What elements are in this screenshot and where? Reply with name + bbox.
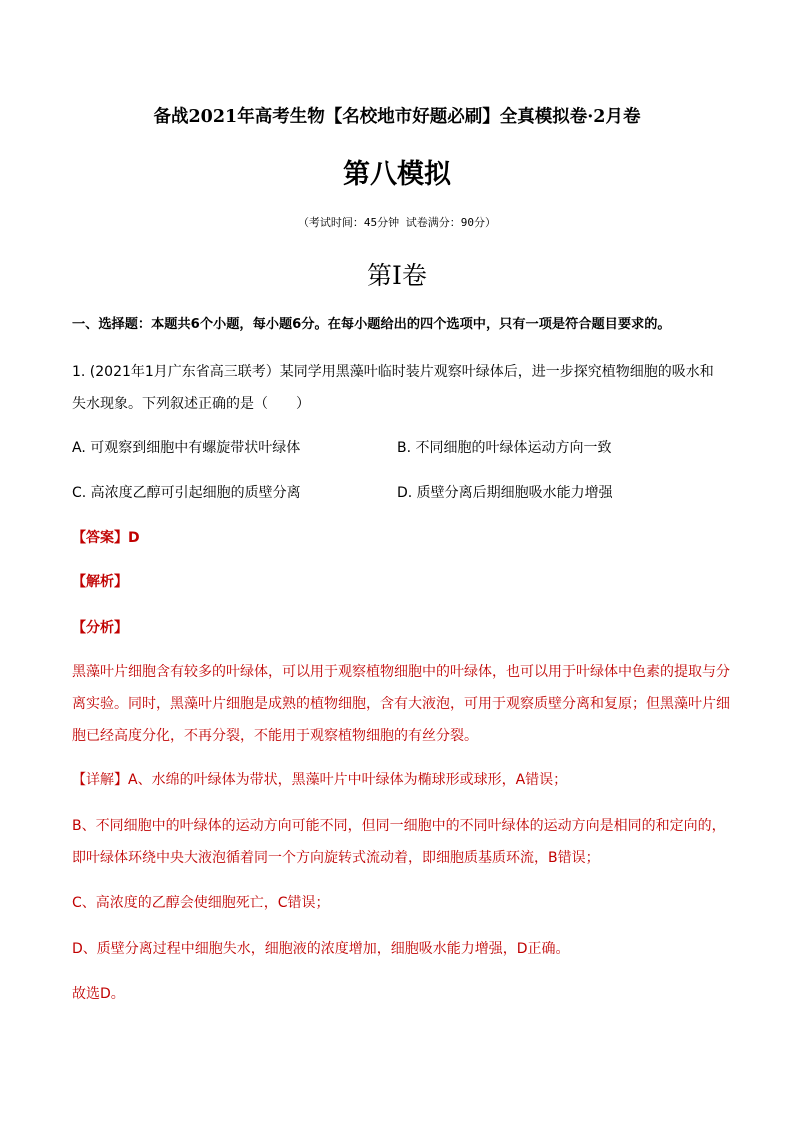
analysis-label: 【解析】 bbox=[72, 574, 128, 590]
option-b: B. 不同细胞的叶绿体运动方向一致 bbox=[397, 440, 612, 456]
answer-label: 【答案】D bbox=[72, 530, 140, 546]
volume-heading: 第Ⅰ卷 bbox=[367, 261, 427, 290]
option-d: D. 质壁分离后期细胞吸水能力增强 bbox=[397, 485, 613, 501]
detail-c: C、高浓度的乙醇会使细胞死亡，C错误； bbox=[72, 895, 330, 911]
detail-d: D、质壁分离过程中细胞失水，细胞液的浓度增加，细胞吸水能力增强，D正确。 bbox=[72, 941, 570, 957]
question-stem: 1. (2021年1月广东省高三联考）某同学用黑藻叶临时装片观察叶绿体后，进一步探究植物细胞的吸水和失水现象。下列叙述正确的是（ ） bbox=[72, 364, 714, 412]
detail-b: B、不同细胞中的叶绿体的运动方向可能不同，但同一细胞中的不同叶绿体的运动方向是相同的和定向的，即叶绿体环绕中央大液泡循着同一个方向旋转式流动着，即细胞质基质环流，B错误； bbox=[72, 818, 726, 866]
option-a: A. 可观察到细胞中有螺旋带状叶绿体 bbox=[72, 440, 301, 456]
detail-a-text: A、水绵的叶绿体为带状，黑藻叶片中叶绿体为椭球形或球形，A错误； bbox=[128, 772, 568, 788]
detail-label: 【详解】 bbox=[72, 772, 128, 788]
fenxi-text: 黑藻叶片细胞含有较多的叶绿体，可以用于观察植物细胞中的叶绿体，也可以用于叶绿体中色素的提取与分离实验。同时，黑藻叶片细胞是成熟的植物细胞，含有大液泡，可用于观察质壁分离和复原；但黑藻叶片细胞已经高度分化，不再分裂，不能用于观察植物细胞的有丝分裂。 bbox=[72, 664, 730, 744]
detail-a bbox=[72, 764, 732, 796]
option-c: C. 高浓度乙醇可引起细胞的质壁分离 bbox=[72, 485, 301, 501]
document-subtitle: 第八模拟 bbox=[343, 159, 451, 190]
document-title: 备战2021年高考生物【名校地市好题必刷】全真模拟卷·2月卷 bbox=[153, 107, 641, 127]
conclusion: 故选D。 bbox=[72, 986, 125, 1002]
exam-info: （考试时间：45分钟 试卷满分：90分） bbox=[297, 216, 497, 229]
section-heading: 一、选择题：本题共6个小题，每小题6分。在每小题给出的四个选项中，只有一项是符合题目要求的。 bbox=[72, 317, 671, 332]
fenxi-label: 【分析】 bbox=[72, 620, 128, 636]
